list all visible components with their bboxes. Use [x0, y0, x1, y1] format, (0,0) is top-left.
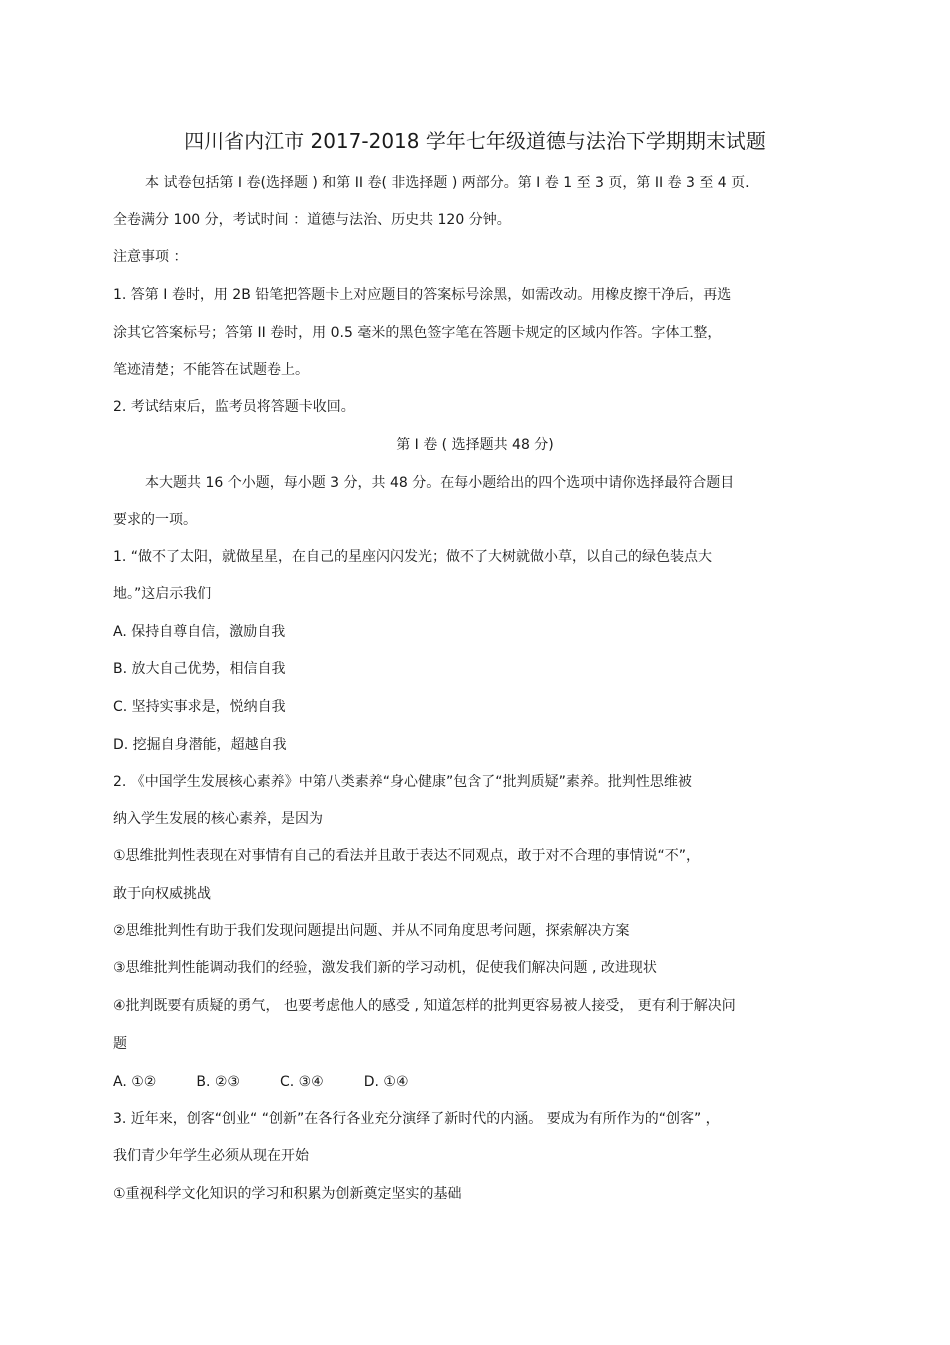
notice-item-1-line-3: 笔迹清楚；不能答在试题卷上。: [113, 362, 309, 378]
q3-stem-line-1: 3. 近年来，创客“创业“ “创新”在各行各业充分演绎了新时代的内涵。 要成为有所作为的“创客” ，: [113, 1111, 720, 1127]
notice-heading: 注意事项 ：: [113, 249, 188, 265]
notice-item-1-line-1: 1. 答第 I 卷时，用 2B 铅笔把答题卡上对应题目的答案标号涂黑，如需改动。用橡皮擦干净后，再选: [113, 287, 732, 303]
q2-option-b: B. ②③: [196, 1074, 240, 1090]
q2-option-c: C. ③④: [279, 1074, 324, 1090]
notice-item-2: 2. 考试结束后，监考员将答题卡收回。: [113, 399, 355, 415]
q2-statement-1-line-1: ①思维批判性表现在对事情有自己的看法并且敢于表达不同观点，敢于对不合理的事情说“不”，: [113, 848, 701, 864]
notice-item-1-line-2: 涂其它答案标号；答第 II 卷时，用 0.5 毫米的黑色签字笔在答题卡规定的区域内作答。字体工整，: [113, 325, 722, 341]
q2-statement-1-line-2: 敢于向权威挑战: [113, 886, 211, 902]
q1-option-a: A. 保持自尊自信，激励自我: [113, 624, 286, 640]
q2-option-a: A. ①②: [113, 1074, 157, 1090]
q2-stem-line-1: 2. 《中国学生发展核心素养》中第八类素养“身心健康”包含了“批判质疑”素养。批判性思维被: [113, 774, 692, 790]
q2-statement-4-line-2: 题: [113, 1036, 127, 1052]
q2-stem-line-2: 纳入学生发展的核心素养，是因为: [113, 811, 323, 827]
page-title: 四川省内江市 2017-2018 学年七年级道德与法治下学期期末试题: [184, 129, 766, 153]
section-desc-line-1: 本大题共 16 个小题，每小题 3 分，共 48 分。在每小题给出的四个选项中请你选择最符合题目: [145, 475, 735, 491]
q1-option-d: D. 挖掘自身潜能，超越自我: [113, 737, 287, 753]
intro-line-2: 全卷满分 100 分，考试时间 ：道德与法治、历史共 120 分钟。: [113, 212, 511, 228]
section-desc-line-2: 要求的一项。: [113, 512, 197, 528]
q2-options: [113, 1072, 409, 1092]
q2-option-d: D. ①④: [363, 1074, 409, 1090]
q1-option-b: B. 放大自己优势，相信自我: [113, 661, 286, 677]
q2-statement-2: ②思维批判性有助于我们发现问题提出问题、并从不同角度思考问题，探索解决方案: [113, 923, 630, 939]
q1-option-c: C. 坚持实事求是，悦纳自我: [113, 699, 286, 715]
q2-statement-4-line-1: ④批判既要有质疑的勇气， 也要考虑他人的感受 , 知道怎样的批判更容易被人接受， 更有利于解决问: [113, 998, 736, 1014]
q3-stem-line-2: 我们青少年学生必须从现在开始: [113, 1148, 309, 1164]
q1-stem-line-1: 1. “做不了太阳，就做星星，在自己的星座闪闪发光；做不了大树就做小草，以自己的绿色装点大: [113, 549, 713, 565]
q1-stem-line-2: 地。”这启示我们: [113, 586, 212, 602]
intro-line-1: 本 试卷包括第 I 卷(选择题 ) 和第 II 卷( 非选择题 ) 两部分。第 I 卷 1 至 3 页，第 II 卷 3 至 4 页.: [145, 175, 750, 191]
q2-statement-3: ③思维批判性能调动我们的经验，激发我们新的学习动机，促使我们解决问题 , 改进现状: [113, 960, 657, 976]
q3-statement-1: ①重视科学文化知识的学习和积累为创新奠定坚实的基础: [113, 1186, 462, 1202]
section-heading: 第 I 卷 ( 选择题共 48 分): [396, 437, 554, 453]
